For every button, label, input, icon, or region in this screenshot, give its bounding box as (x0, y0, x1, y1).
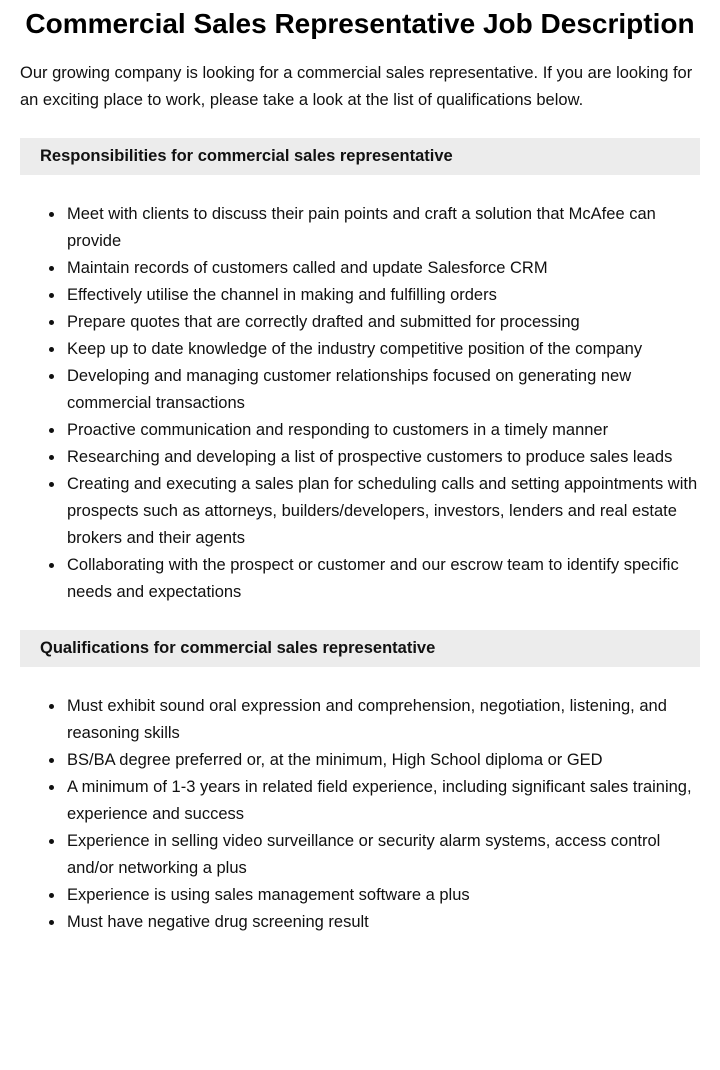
list-item: • Proactive communication and responding to customers in a timely manner (65, 417, 700, 444)
qualifications-list (20, 693, 700, 936)
section-responsibilities (20, 138, 700, 606)
list-item: • Must exhibit sound oral expression and comprehension, negotiation, listening, and reasoning skills (65, 693, 700, 747)
list-item: • Creating and executing a sales plan for scheduling calls and setting appointments with prospects such as attorneys, builders/developers, investors, lenders and real estate brokers and their agents (65, 471, 700, 552)
list-item: • Researching and developing a list of prospective customers to produce sales leads (65, 444, 700, 471)
list-item: • Maintain records of customers called and update Salesforce CRM (65, 255, 700, 282)
responsibilities-list (20, 201, 700, 606)
list-item: • Meet with clients to discuss their pain points and craft a solution that McAfee can provide (65, 201, 700, 255)
list-item: • Experience is using sales management software a plus (65, 882, 700, 909)
list-item: • Effectively utilise the channel in making and fulfilling orders (65, 282, 700, 309)
list-item: • Prepare quotes that are correctly drafted and submitted for processing (65, 309, 700, 336)
intro-paragraph: Our growing company is looking for a commercial sales representative. If you are looking for an exciting place to work, please take a look at the list of qualifications below. (20, 64, 693, 109)
list-item: • Collaborating with the prospect or customer and our escrow team to identify specific needs and expectations (65, 552, 700, 606)
list-item: • Must have negative drug screening result (65, 909, 700, 936)
list-item: • Experience in selling video surveillance or security alarm systems, access control and/or networking a plus (65, 828, 700, 882)
list-item: • Keep up to date knowledge of the industry competitive position of the company (65, 336, 700, 363)
document-page (0, 6, 720, 936)
section-heading-responsibilities: Responsibilities for commercial sales representative (20, 138, 700, 175)
list-item: • A minimum of 1-3 years in related field experience, including significant sales training, experience and success (65, 774, 700, 828)
page-title: Commercial Sales Representative Job Description (25, 8, 695, 39)
list-item: • Developing and managing customer relationships focused on generating new commercial transactions (65, 363, 700, 417)
section-qualifications (20, 630, 700, 936)
section-heading-qualifications: Qualifications for commercial sales representative (20, 630, 700, 667)
list-item: • BS/BA degree preferred or, at the minimum, High School diploma or GED (65, 747, 700, 774)
